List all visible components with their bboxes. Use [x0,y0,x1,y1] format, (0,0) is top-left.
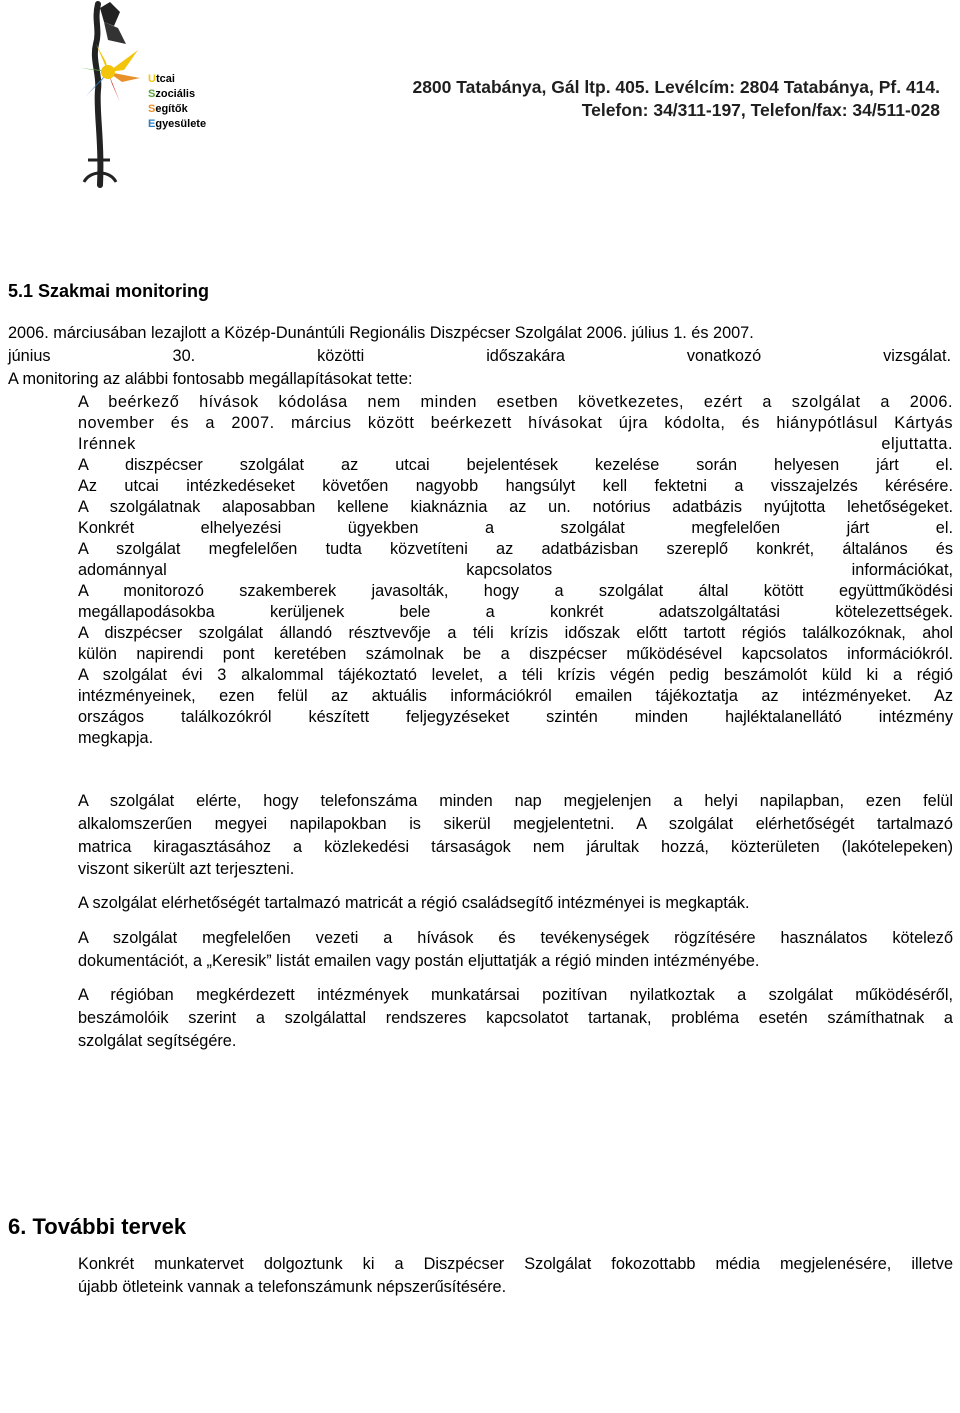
logo-line-2: Szociális [148,88,196,100]
finding-line: megállapodásokba kerüljenek bele a konkrét adatszolgáltatási kötelezettségek. [78,603,953,621]
phone-line: alkalomszerűen megyei napilapokban is sikerül megjelentetni. A szolgálat elérhetőségét tartalmazó [78,814,953,833]
logo-line-1: Utcai [148,73,175,85]
finding-line: országos találkozókról készített feljegyzéseket szintén minden hajléktalanellátó intézmény [78,708,953,726]
phone-line: A szolgálat elérte, hogy telefonszáma minden nap megjelenjen a helyi napilapban, ezen felül [78,792,953,810]
section-title-6: 6. További tervek [8,1214,187,1239]
region-line: szolgálat segítségére. [78,1031,237,1050]
finding-line: A monitorozó szakemberek javasolták, hogy a szolgálat által kötött együttműködési [78,582,953,600]
docs-line: dokumentációt, a „Keresik” listát emailen vagy postán eljuttatják a régió minden intézményébe. [78,951,760,970]
plans-line: Konkrét munkatervet dolgoztunk ki a Diszpécser Szolgálat fokozottabb média megjelenésére, illetve [78,1255,953,1273]
intro-line-1: 2006. márciusában lezajlott a Közép-Dunántúli Regionális Diszpécser Szolgálat 2006. július 1. és 2007. [8,324,754,342]
header-address: 2800 Tatabánya, Gál ltp. 405. Levélcím: 2804 Tatabánya, Pf. 414. [412,77,940,97]
finding-line: megkapja. [78,729,154,747]
finding-line: intézményeinek, ezen felül az aktuális információkról emailen tájékoztatja az intézményeket. Az [78,687,953,705]
finding-line: november és a 2007. március között beérkezett hívásokat újra kódolta, és hiánypótlásul Kártyás [78,414,953,432]
finding-line: külön napirendi pont keretében számolnak be a diszpécser működésével kapcsolatos információkról. [78,645,953,663]
section-title-5-1: 5.1 Szakmai monitoring [8,281,210,301]
intro-line-2: június 30. közötti időszakára vonatkozó vizsgálat. [8,346,951,365]
finding-line: adománnyal kapcsolatos információkat, [78,561,953,579]
logo-text [148,72,238,132]
plans-paragraph [78,1253,953,1299]
intro-line [8,322,951,345]
region-paragraph [78,984,953,1052]
findings-block [78,392,953,749]
region-line: A régióban megkérdezett intézmények munkatársai pozitívan nyilatkoztak a szolgálat működéséről, [78,986,953,1004]
header-phone: Telefon: 34/311-197, Telefon/fax: 34/511-028 [581,100,940,120]
finding-line: A beérkező hívások kódolása nem minden esetben következetes, ezért a szolgálat a 2006. [78,393,953,411]
finding-line: A szolgálat évi 3 alkalommal tájékoztató levelet, a téli krízis végén pedig beszámolót küld ki a régió [78,666,953,684]
sticker-line: A szolgálat elérhetőségét tartalmazó matricát a régió családsegítő intézményei is megkapták. [78,894,750,912]
docs-line: A szolgálat megfelelően vezeti a hívások és tevékenységek rögzítésére használatos kötelező [78,929,953,947]
phone-line: viszont sikerült azt terjeszteni. [78,860,295,879]
intro-paragraph [8,322,951,390]
intro-line-3: A monitoring az alábbi fontosabb megállapításokat tette: [8,369,413,388]
finding-line: A diszpécser szolgálat az utcai bejelentések kezelése során helyesen járt el. [78,456,953,474]
plans-line: újabb ötleteink vannak a telefonszámunk népszerűsítésére. [78,1277,507,1296]
finding-line: Az utcai intézkedéseket követően nagyobb hangsúlyt kell fektetni a visszajelzés kérésére. [78,477,953,495]
phone-line: matrica kiragasztásához a közlekedési társaságok nem járultak hozzá, közterületen (lakótelepeken) [78,837,953,856]
finding-line: A szolgálatnak alaposabban kellene kiaknáznia az un. notórius adatbázis nyújtotta lehetőségeket. [78,498,953,516]
region-line: beszámolóik szerint a szolgálattal rendszeres kapcsolatot tartanak, probléma esetén számíthatnak a [78,1008,953,1027]
logo-line-3: Segítők [148,103,188,115]
finding-line: Irénnek eljuttatta. [78,435,953,453]
docs-paragraph [78,927,953,973]
sticker-paragraph [78,892,953,915]
phone-paragraph [78,790,953,881]
finding-line: Konkrét elhelyezési ügyekben a szolgálat megfelelően járt el. [78,519,953,537]
finding-line: A diszpécser szolgálat állandó résztvevője a téli krízis időszak előtt tartott régiós találkozóknak, ahol [78,624,953,642]
logo-line-4: Egyesülete [148,118,207,130]
finding-line: A szolgálat megfelelően tudta közvetíteni az adatbázisban szereplő konkrét, általános és [78,540,953,558]
